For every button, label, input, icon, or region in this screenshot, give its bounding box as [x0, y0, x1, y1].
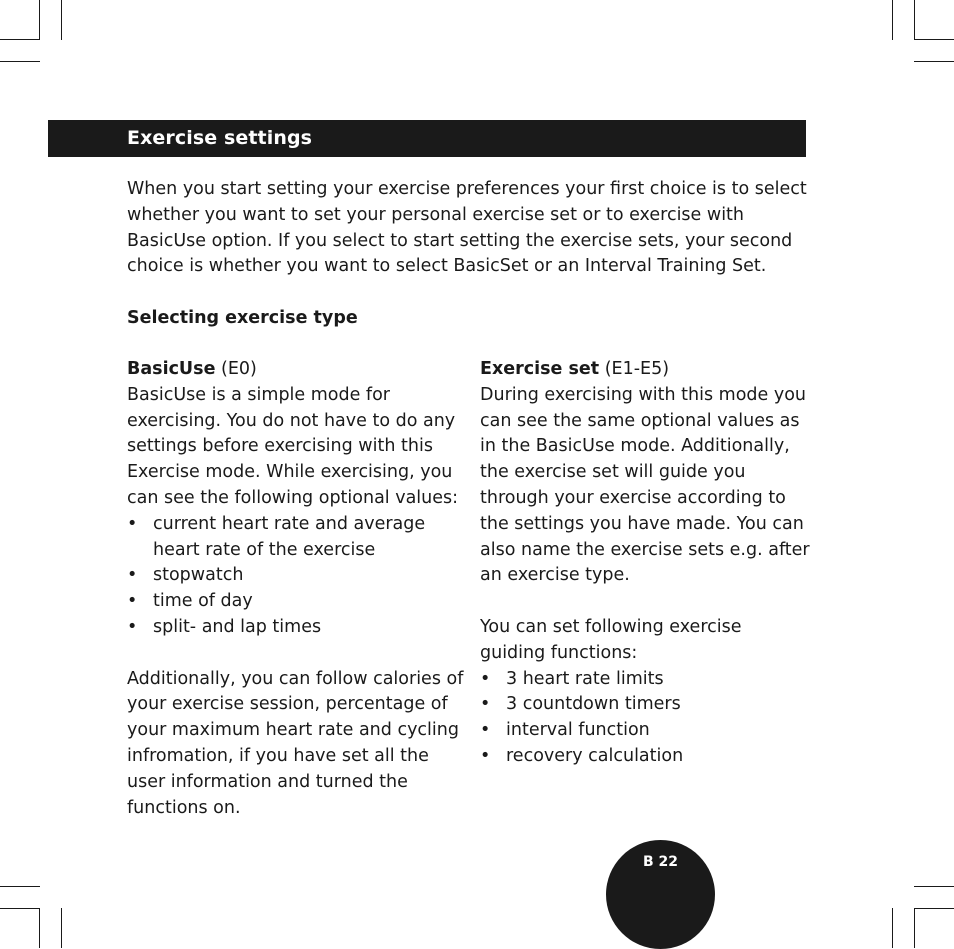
crop-mark [0, 61, 40, 62]
basicuse-bullet-list [127, 512, 472, 641]
basicuse-paragraph-2: Additionally, you can follow calories of your exercise session, percentage of your maximum heart rate and cycling infromation, if you have set all the user information and turned the functions on. [127, 668, 464, 818]
exercise-set-heading [480, 357, 825, 383]
crop-mark [0, 39, 40, 40]
crop-mark [914, 886, 954, 887]
list-item: • split- and lap times [127, 615, 472, 641]
subheading: Selecting exercise type [127, 308, 358, 328]
list-item: • stopwatch [127, 563, 472, 589]
exercise-set-paragraph: During exercising with this mode you can see the same optional values as in the BasicUse mode. Additionally, the exercise set will guide you through your exercise according to the settings you have made. You can also name the exercise sets e.g. after an exercise type. [480, 384, 810, 586]
list-item: • interval function [480, 718, 825, 744]
crop-mark [914, 0, 915, 40]
basicuse-paragraph: BasicUse is a simple mode for exercising. You do not have to do any settings before exercising with this Exercise mode. While exercising, you can see the following optional values: [127, 384, 459, 508]
exercise-set-heading-code: (E1-E5) [599, 359, 670, 379]
crop-mark [892, 908, 893, 948]
basicuse-heading [127, 357, 472, 383]
spacer [127, 641, 472, 667]
exercise-set-heading-bold: Exercise set [480, 359, 600, 379]
page-number: B 22 [642, 854, 679, 870]
crop-mark [914, 908, 954, 909]
crop-mark [892, 0, 893, 40]
exercise-set-paragraph-2: You can set following exercise guiding functions: [480, 616, 742, 663]
list-item: • 3 countdown timers [480, 692, 825, 718]
basicuse-column [127, 357, 472, 821]
list-item: • time of day [127, 589, 472, 615]
section-title-bar [48, 120, 806, 157]
crop-mark [61, 908, 62, 948]
page-number-badge [606, 840, 715, 949]
spacer [480, 589, 825, 615]
basicuse-heading-bold: BasicUse [127, 359, 216, 379]
section-title: Exercise settings [127, 127, 313, 149]
crop-mark [0, 908, 40, 909]
crop-mark [0, 886, 40, 887]
crop-mark [39, 908, 40, 948]
crop-mark [914, 908, 915, 948]
exercise-set-bullet-list [480, 667, 825, 770]
list-item: • recovery calculation [480, 744, 825, 770]
list-item: • 3 heart rate limits [480, 667, 825, 693]
crop-mark [39, 0, 40, 40]
crop-mark [914, 39, 954, 40]
basicuse-heading-code: (E0) [215, 359, 257, 379]
crop-mark [914, 61, 954, 62]
exercise-set-column [480, 357, 825, 770]
crop-mark [61, 0, 62, 40]
list-item: • current heart rate and average heart rate of the exercise [127, 512, 472, 564]
intro-paragraph: When you start setting your exercise preferences your first choice is to select whether you want to set your personal exercise set or to exercise with BasicUse option. If you select to start setting the exercise sets, your second choice is whether you want to select BasicSet or an Interval Training Set. [127, 179, 807, 277]
